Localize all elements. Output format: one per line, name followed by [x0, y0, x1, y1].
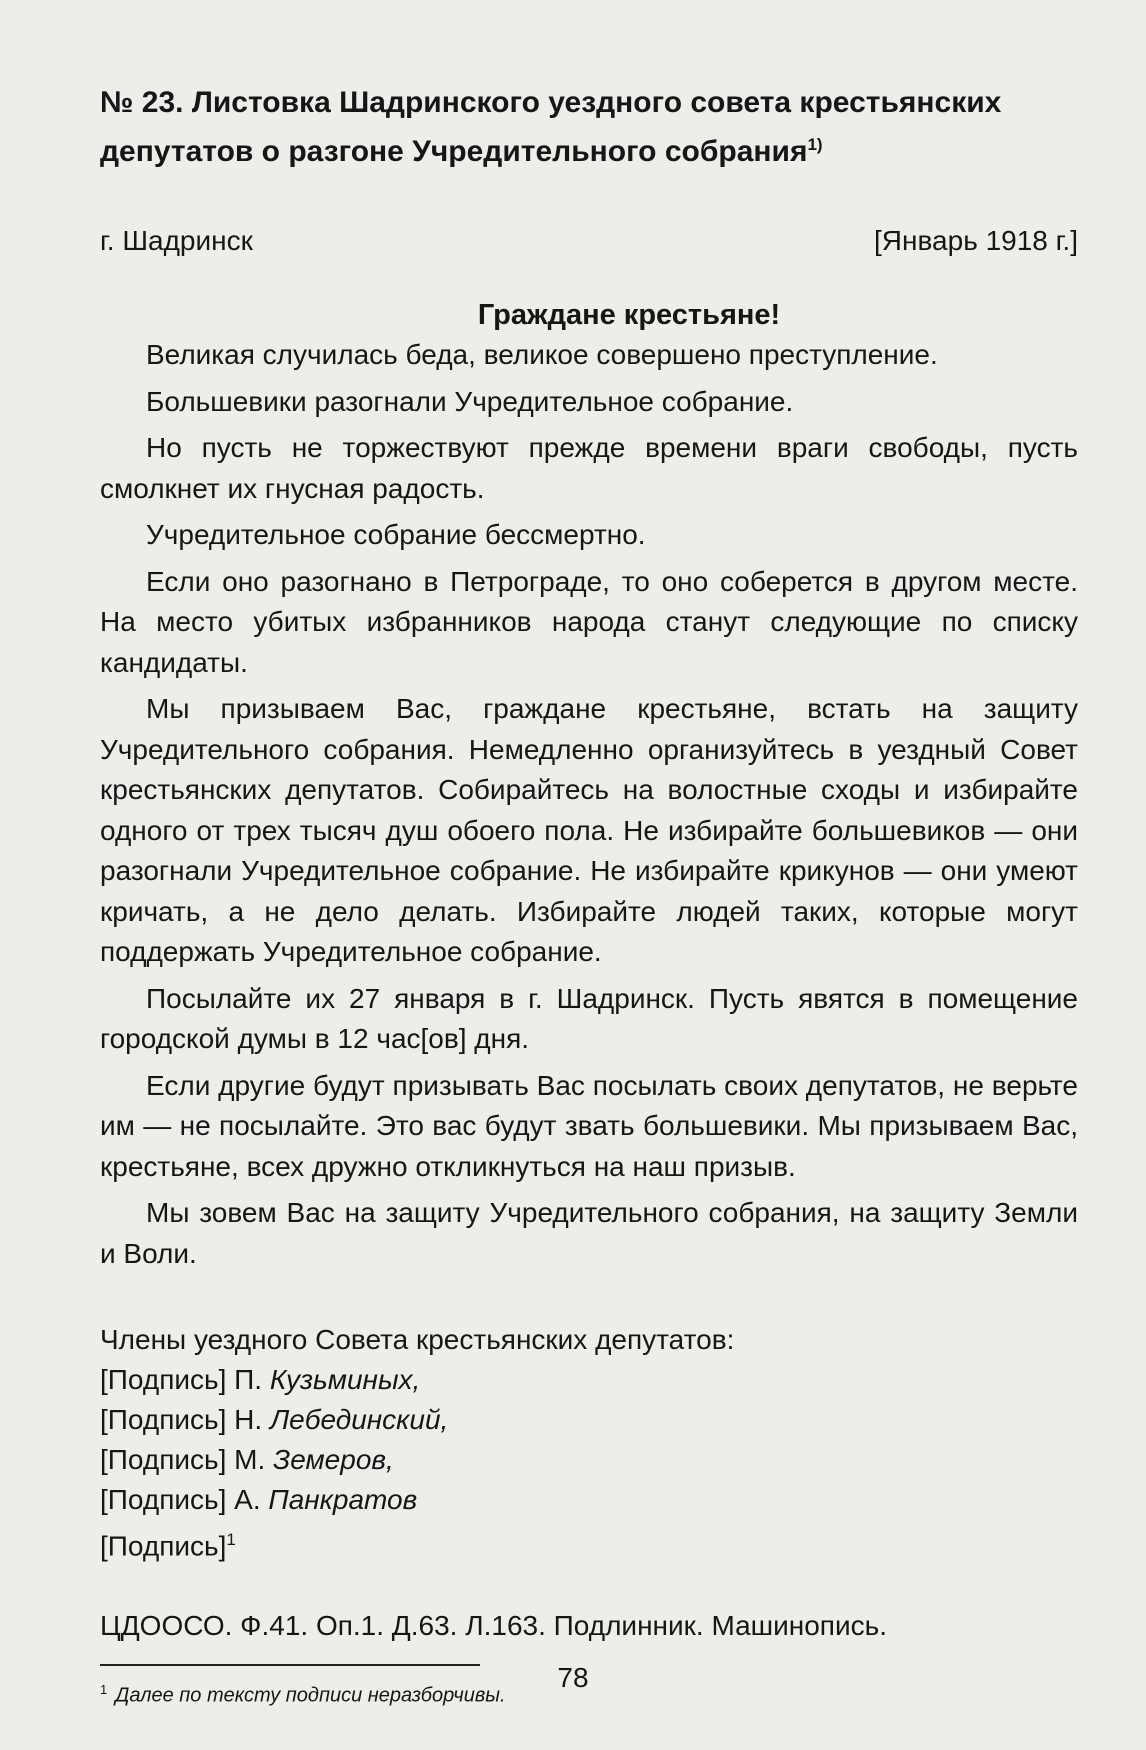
- signature-line: [100, 1360, 1078, 1400]
- appeal-body: [100, 335, 1078, 1274]
- signature-label: [Подпись]: [100, 1364, 227, 1395]
- page-number: 78: [557, 1662, 589, 1693]
- signature-name: Кузьминых,: [269, 1364, 421, 1395]
- paragraph: Великая случилась беда, великое совершено преступление.: [146, 339, 938, 370]
- paragraph: Но пусть не торжествуют прежде времени враги свободы, пусть смолкнет их гнусная радость.: [100, 432, 1078, 504]
- paragraph: Мы призываем Вас, граждане крестьяне, встать на защиту Учредительного собрания. Немедленно организуйтесь в уездный Совет крестьянских депутатов. Собирайтесь на волостные сходы и избирайте одного от трех тысяч душ обоего пола. Не избирайте большевиков — они разогнали Учредительное собрание. Не избирайте крикунов — они умеют кричать, а не дело делать. Избирайте людей таких, которые могут поддержать Учредительное собрание.: [100, 693, 1078, 967]
- members-block: [100, 1320, 1078, 1566]
- signature-line: [100, 1520, 1078, 1566]
- archive-source: ЦДООСО. Ф.41. Оп.1. Д.63. Л.163. Подлинник. Машинопись.: [100, 1610, 887, 1642]
- signature-name: Панкратов: [268, 1484, 418, 1515]
- place: г. Шадринск: [100, 225, 253, 256]
- signature-initial: А.: [234, 1484, 261, 1515]
- signature-name: Лебединский,: [269, 1404, 449, 1435]
- paragraph: Мы зовем Вас на защиту Учредительного собрания, на защиту Земли и Воли.: [100, 1197, 1078, 1269]
- paragraph: Посылайте их 27 января в г. Шадринск. Пусть явятся в помещение городской думы в 12 час[ов] дня.: [100, 982, 1078, 1054]
- signature-label: [Подпись]: [100, 1404, 227, 1435]
- signature-label: [Подпись]: [100, 1530, 227, 1562]
- signature-label: [Подпись]: [100, 1484, 227, 1515]
- signature-line: [100, 1440, 1078, 1480]
- paragraph: Большевики разогнали Учредительное собрание.: [146, 385, 794, 417]
- footnote-text: Далее по тексту подписи неразборчивы.: [115, 1684, 506, 1707]
- signature-initial: Н.: [234, 1404, 263, 1435]
- signature-label: [Подпись]: [100, 1444, 227, 1475]
- signature-initial: П.: [234, 1364, 263, 1395]
- document-content: [100, 82, 1078, 1710]
- paragraph: Учредительное собрание бессмертно.: [146, 519, 646, 550]
- signature-line: [100, 1480, 1078, 1520]
- signature-footnote-mark: 1: [226, 1530, 236, 1549]
- date: [Январь 1918 г.]: [874, 225, 1078, 256]
- title-text: № 23. Листовка Шадринского уездного совета крестьянских депутатов о разгоне Учредительного собрания: [100, 86, 1002, 168]
- document-title: [100, 82, 1078, 173]
- footnote-mark: 1: [100, 1682, 108, 1698]
- appeal-heading: Граждане крестьяне!: [477, 299, 781, 331]
- members-heading: Члены уездного Совета крестьянских депутатов:: [100, 1324, 735, 1355]
- paragraph: Если другие будут призывать Вас посылать своих депутатов, не верьте им — не посылайте. Это вас будут звать большевики. Мы призываем Вас, крестьяне, всех дружно откликнуться на наш призыв.: [100, 1069, 1078, 1182]
- paragraph: Если оно разогнано в Петрограде, то оно соберется в другом месте. На место убитых избранников народа станут следующие по списку кандидаты.: [100, 565, 1078, 678]
- signature-name: Земеров,: [273, 1444, 394, 1475]
- title-footnote-mark: 1): [807, 135, 823, 154]
- signature-line: [100, 1400, 1078, 1440]
- place-date-line: [100, 221, 1078, 261]
- signature-initial: М.: [234, 1444, 266, 1475]
